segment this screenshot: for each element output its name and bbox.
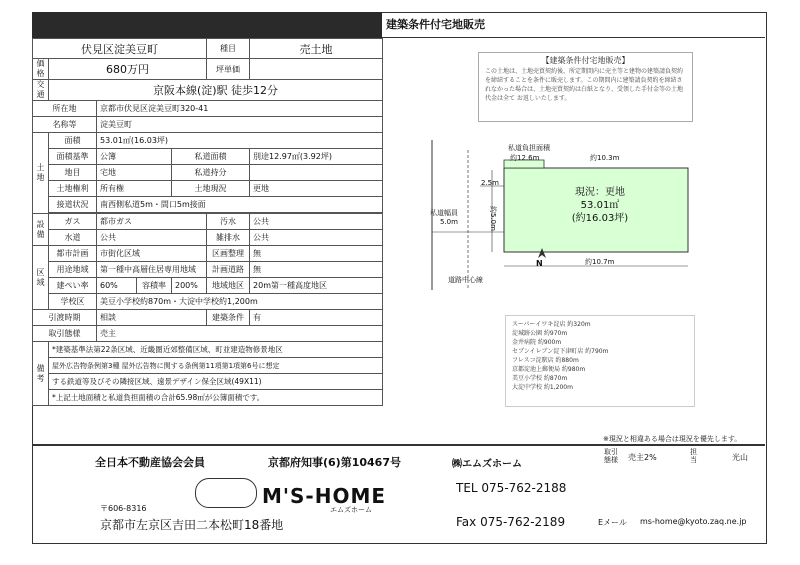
price-label: 価格 bbox=[33, 59, 49, 80]
lot-status: 現況：更地 bbox=[575, 187, 625, 198]
hikiwatashi-label: 引渡時期 bbox=[33, 310, 97, 326]
area-value: 53.01㎡(16.03坪) bbox=[97, 133, 383, 149]
osui-value: 公共 bbox=[250, 214, 383, 230]
zip-code: 〒606-8316 bbox=[100, 504, 147, 513]
kenpei-label: 建ぺい率 bbox=[49, 278, 97, 294]
list-item: スーパーイワキ淀店 約320m bbox=[512, 321, 591, 328]
land-side-label: 土地 bbox=[33, 133, 49, 214]
kuiki-side-label: 区域 bbox=[33, 246, 49, 310]
logo-text: M'S-HOME bbox=[262, 484, 387, 508]
biko-side-label: 備考 bbox=[33, 342, 49, 406]
mascot-logo-icon bbox=[195, 478, 257, 508]
header-banner bbox=[32, 12, 382, 38]
chimoku-label: 地目 bbox=[49, 165, 97, 181]
gakku-value: 美豆小学校約870m・大淀中学校約1,200m bbox=[97, 294, 383, 310]
transport-label: 交通 bbox=[33, 80, 49, 101]
tanto-label: 担当 bbox=[690, 448, 697, 464]
road-width-label: 私道幅員 bbox=[430, 209, 458, 217]
list-item: セブンイレブン淀下津町店 約790m bbox=[512, 348, 609, 355]
transport-value: 京阪本線(淀)駅 徒歩12分 bbox=[49, 80, 383, 101]
tel-number: TEL 075-762-2188 bbox=[456, 481, 567, 495]
list-item: フレスコ淀駅店 約880m bbox=[512, 357, 579, 364]
fax-number: Fax 075-762-2189 bbox=[456, 515, 566, 529]
list-item: 大淀中学校 約1,200m bbox=[512, 384, 573, 391]
kenri-value: 所有権 bbox=[97, 181, 172, 197]
yoto-label: 用途地域 bbox=[49, 262, 97, 278]
taiyou-label: 取引態様 bbox=[604, 448, 618, 464]
lot-area-tsubo: (約16.03坪) bbox=[571, 213, 629, 224]
spec-table bbox=[32, 38, 383, 406]
shiyou-value: 公簿 bbox=[97, 149, 172, 165]
notice-heading: 【建築条件付宅地販売】 bbox=[541, 56, 630, 65]
price-value: 680万円 bbox=[49, 59, 207, 80]
disclaimer: ※現況と相違ある場合は現況を優先します。 bbox=[603, 435, 742, 443]
setsubi-side-label: 設備 bbox=[33, 214, 49, 246]
type-label: 種目 bbox=[207, 39, 250, 59]
kenri-label: 土地権利 bbox=[49, 181, 97, 197]
location-cell: 伏見区淀美豆町 bbox=[33, 39, 207, 59]
name-label: 名称等 bbox=[33, 117, 97, 133]
zatsu-value: 公共 bbox=[250, 230, 383, 246]
notice-text: この土地は、土地売買契約後、所定期間内に売主等と建物の建築請負契約を締結することを条件に販売します。この期間内に建築請負契約を締結されなかった場合は、土地売買契約は白紙となり、受領した手付金等の土地代金は全て お返しいたします。 bbox=[485, 68, 684, 102]
email-address: ms-home@kyoto.zaq.ne.jp bbox=[640, 517, 747, 526]
dim-bottom: 約10.7m bbox=[585, 258, 615, 266]
toshi-label: 都市計画 bbox=[49, 246, 97, 262]
side-dim: 約5.0m bbox=[489, 206, 497, 231]
gas-label: ガス bbox=[49, 214, 97, 230]
mochibun-label: 私道持分 bbox=[172, 165, 250, 181]
company-name: ㈱エムズホーム bbox=[452, 459, 522, 470]
yoto-value: 第一種中高層住居専用地域 bbox=[97, 262, 207, 278]
road-width-value: 5.0m bbox=[440, 218, 458, 226]
condition-notice bbox=[478, 52, 693, 122]
chiku-label: 地域地区 bbox=[207, 278, 250, 294]
keikaku-value: 無 bbox=[250, 262, 383, 278]
chiku-value: 20m第一種高度地区 bbox=[250, 278, 383, 294]
association: 全日本不動産協会会員 bbox=[95, 456, 205, 469]
suido-value: 公共 bbox=[97, 230, 207, 246]
chimoku-value: 宅地 bbox=[97, 165, 172, 181]
genkyo-label: 土地現況 bbox=[172, 181, 250, 197]
unit-price-label: 坪単価 bbox=[207, 59, 250, 80]
biko-line-4: *上記土地面積と私道負担面積の合計65.98㎡が公簿面積です。 bbox=[49, 390, 383, 406]
list-item: 京都淀池上郵便局 約980m bbox=[512, 366, 586, 373]
torihiki-value: 売主 bbox=[97, 326, 383, 342]
logo-sub: エムズホーム bbox=[330, 506, 372, 514]
setsudo-value: 南西側私道5m・間口5m接面 bbox=[97, 197, 383, 213]
email-label: Eメール bbox=[598, 518, 627, 527]
lot-info bbox=[560, 186, 640, 225]
north-label: N bbox=[536, 259, 543, 268]
lot-area-m2: 53.01㎡ bbox=[580, 200, 620, 211]
list-item: 淀城跡公園 約970m bbox=[512, 330, 568, 337]
jouken-label: 建築条件 bbox=[207, 310, 250, 326]
shiyou-label: 面積基準 bbox=[49, 149, 97, 165]
keikaku-label: 計画道路 bbox=[207, 262, 250, 278]
gakku-label: 学校区 bbox=[49, 294, 97, 310]
flyer-title: 建築条件付宅地販売 bbox=[382, 12, 765, 38]
list-item: 美豆小学校 約870m bbox=[512, 375, 568, 382]
kukaku-label: 区画整理 bbox=[207, 246, 250, 262]
gas-value: 都市ガス bbox=[97, 214, 207, 230]
setsudo-label: 接道状況 bbox=[49, 197, 97, 213]
hikiwatashi-value: 相談 bbox=[97, 310, 207, 326]
biko-line-1: *建築基準法第22条区域、近畿圏近郊整備区域、町並建造物修景地区 bbox=[49, 342, 383, 358]
torihiki-label: 取引態様 bbox=[33, 326, 97, 342]
suido-label: 水道 bbox=[49, 230, 97, 246]
tanto-value: 光山 bbox=[732, 453, 748, 462]
center-line-label: 道路中心線 bbox=[448, 276, 483, 284]
private-road-area-label: 私道負担面積 bbox=[508, 144, 550, 152]
yoseki-value: 200% bbox=[172, 278, 207, 294]
kukaku-value: 無 bbox=[250, 246, 383, 262]
address-label: 所在地 bbox=[33, 101, 97, 117]
list-item: 金井病院 約900m bbox=[512, 339, 562, 346]
license: 京都府知事(6)第10467号 bbox=[268, 456, 401, 469]
dim-setback: 2.5m bbox=[481, 179, 499, 187]
yoseki-label: 容積率 bbox=[137, 278, 172, 294]
area-label: 面積 bbox=[49, 133, 97, 149]
mochibun-value bbox=[250, 165, 383, 181]
biko-line-3: する鉄道等及びその隣接区域、遠景デザイン保全区域(49X11) bbox=[49, 374, 383, 390]
name-value: 淀美豆町 bbox=[97, 117, 383, 133]
jouken-value: 有 bbox=[250, 310, 383, 326]
private-road-label: 私道面積 bbox=[172, 149, 250, 165]
dim-top-right: 約10.3m bbox=[590, 154, 620, 162]
type-value: 売土地 bbox=[250, 39, 383, 59]
toshi-value: 市街化区域 bbox=[97, 246, 207, 262]
osui-label: 汚水 bbox=[207, 214, 250, 230]
private-road-value: 別途12.97㎡(3.92坪) bbox=[250, 149, 383, 165]
genkyo-value: 更地 bbox=[250, 181, 383, 197]
zatsu-label: 雑排水 bbox=[207, 230, 250, 246]
address-value: 京都市伏見区淀美豆町320-41 bbox=[97, 101, 383, 117]
biko-line-2: 屋外広告物条例第3種 屋外広告物に関する条例第11項第1項第6号に想定 bbox=[49, 358, 383, 374]
facilities-list bbox=[505, 315, 695, 407]
unit-price-value bbox=[250, 59, 383, 80]
kenpei-value: 60% bbox=[97, 278, 137, 294]
taiyou-value: 売主2% bbox=[628, 453, 657, 462]
dim-top-left: 約12.6m bbox=[510, 154, 540, 162]
company-address: 京都市左京区吉田二本松町18番地 bbox=[100, 518, 284, 532]
